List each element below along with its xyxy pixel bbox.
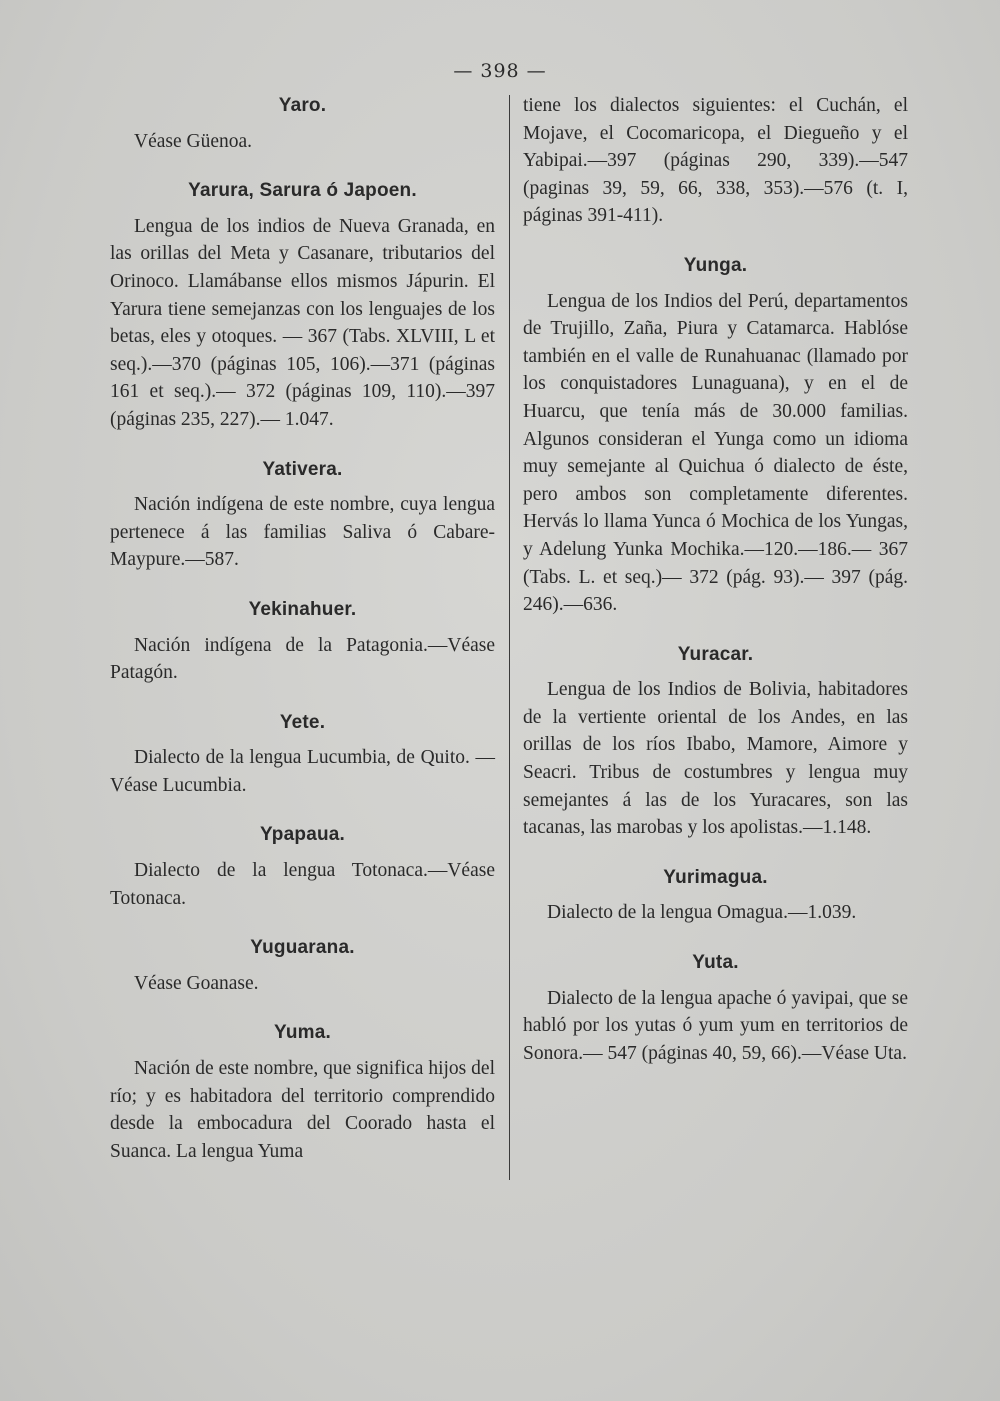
- entry-title: Yuracar.: [677, 643, 754, 665]
- entry-yuguarana: [110, 934, 495, 997]
- entry-body: Véase Güenoa.: [134, 130, 253, 152]
- entry-yuma-continued: [523, 92, 908, 230]
- entry-title: Yurimagua.: [663, 866, 768, 888]
- entry-title: Ypapaua.: [259, 824, 346, 846]
- entry-title: Yuta.: [692, 952, 739, 974]
- entry-yunga: [523, 252, 908, 619]
- entry-title: Yekinahuer.: [248, 598, 357, 620]
- entry-body: Nación indígena de este nombre, cuya lengua pertenece á las familias Saliva ó Cabare-Maypure.—587.: [110, 494, 495, 571]
- entry-body: Dialecto de la lengua Lucumbia, de Quito. —Véase Lucumbia.: [110, 747, 495, 796]
- entry-body: tiene los dialectos siguientes: el Cuchán, el Mojave, el Cocomaricopa, el Diegueño y el Yabipai.—397 (páginas 290, 339).—547 (paginas 39, 59, 66, 338, 353).—576 (t. I, páginas 391-411).: [523, 95, 908, 227]
- entry-body: Lengua de los indios de Nueva Granada, en las orillas del Meta y Casanare, tributarios del Orinoco. Llamábanse ellos mismos Jápurin. El Yarura tiene semejanzas con los lenguajes de los betas, eles y otoques. — 367 (Tabs. XLVIII, L et seq.).—370 (páginas 105, 106).—371 (páginas 161 et seq.).— 372 (páginas 109, 110).—397 (páginas 235, 227).— 1.047.: [110, 215, 495, 430]
- entry-yekinahuer: [110, 596, 495, 687]
- entry-body: Lengua de los Indios del Perú, departamentos de Trujillo, Zaña, Piura y Catamarca. Hablóse también en el valle de Runahuanac (llamado por los conquistadores Lunaguana), y en el de Huarcu, que tenía más de 30.000 familias. Algunos consideran el Yunga como un idioma muy semejante al Quichua ó dialecto de éste, pero ambos son completamente diferentes. Hervás lo llama Yunca ó Mochica de los Yungas, y Adelung Yunka Mochika.—120.—186.— 367 (Tabs. L. et seq.)— 372 (pág. 93).— 397 (pág. 246).—636.: [523, 290, 908, 616]
- entry-title: Yuguarana.: [250, 937, 355, 959]
- left-column: [110, 92, 495, 1187]
- entry-yuracar: [523, 641, 908, 842]
- entry-title: Yaro.: [278, 95, 327, 116]
- column-divider: [509, 95, 510, 1180]
- entry-title: Yativera.: [262, 458, 343, 480]
- entry-yete: [110, 709, 495, 800]
- entry-body: Dialecto de la lengua apache ó yavipai, que se habló por los yutas ó yum yum en territorios de Sonora.— 547 (páginas 40, 59, 66).—Véase Uta.: [523, 987, 908, 1064]
- entry-title: Yarura, Sarura ó Japoen.: [188, 180, 417, 202]
- entry-body: Véase Goanase.: [134, 972, 259, 994]
- entry-yaro: [110, 92, 495, 155]
- entry-body: Dialecto de la lengua Totonaca.—Véase Totonaca.: [110, 860, 495, 909]
- entry-yurimagua: [523, 864, 908, 927]
- entry-yativera: [110, 456, 495, 574]
- entry-yuma: [110, 1019, 495, 1165]
- right-column: [523, 92, 908, 1089]
- entry-body: Nación de este nombre, que significa hijos del río; y es habitadora del territorio comprendido desde la embocadura del Coorado hasta el Suanca. La lengua Yuma: [110, 1058, 495, 1162]
- entry-title: Yunga.: [683, 254, 748, 276]
- entry-yarura: [110, 177, 495, 433]
- page-number: — 398 —: [453, 60, 547, 82]
- entry-ypapaua: [110, 821, 495, 912]
- entry-title: Yete.: [279, 711, 326, 733]
- entry-body: Lengua de los Indios de Bolivia, habitadores de la vertiente oriental de los Andes, en las orillas de los ríos Ibabo, Mamore, Aimore y Seacri. Tribus de costumbres y lengua muy semejantes á las de los Yuracares, son las tacanas, las marobas y los apolistas.—1.148.: [523, 679, 908, 839]
- entry-body: Nación indígena de la Patagonia.—Véase Patagón.: [110, 634, 495, 684]
- entry-body: Dialecto de la lengua Omagua.—1.039.: [547, 902, 857, 924]
- entry-yuta: [523, 949, 908, 1067]
- entry-title: Yuma.: [274, 1022, 331, 1044]
